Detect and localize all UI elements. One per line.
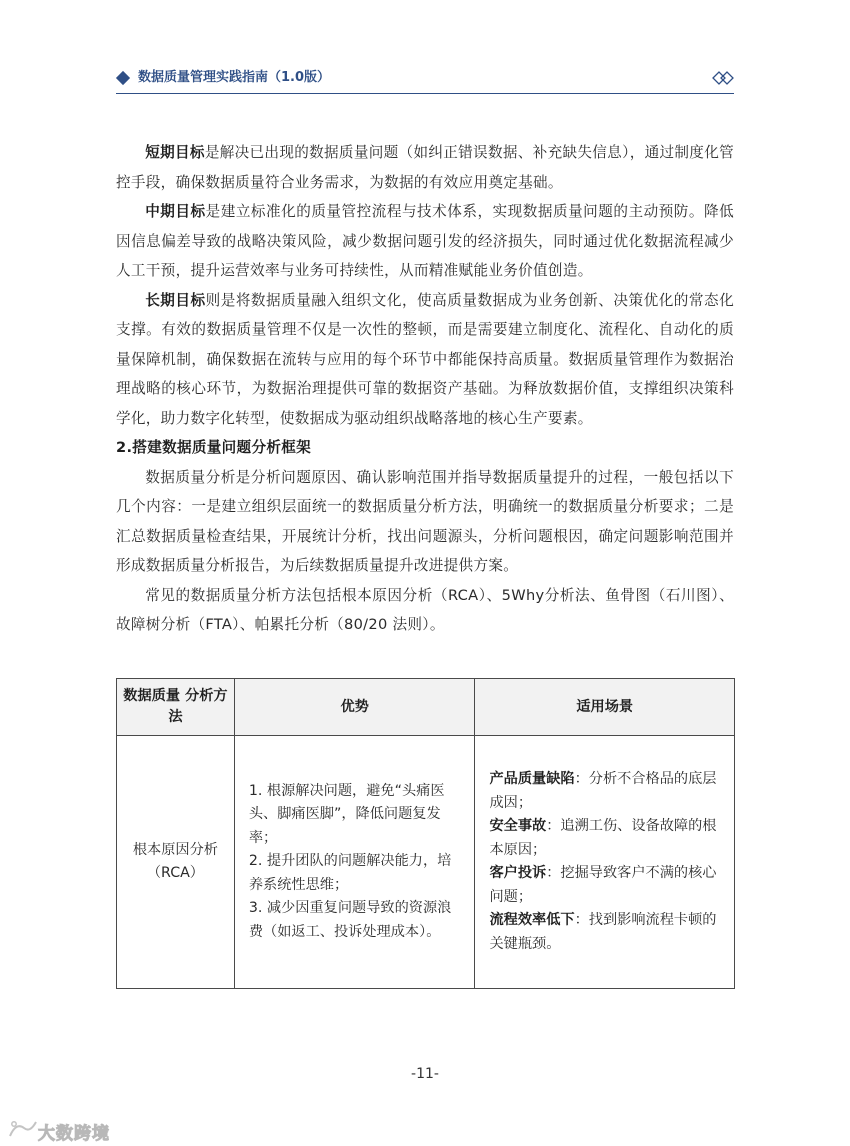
scenario-text: ：找到影响流程卡顿的关键瓶颈。 [489,912,717,952]
scenario-item [489,909,722,956]
mid-term-lead: 中期目标 [145,203,206,220]
analysis-methods-table [116,678,735,989]
section-heading: 2.搭建数据质量问题分析框架 [116,439,312,456]
scenario-item [489,768,722,815]
double-diamond-logo-icon [712,67,734,89]
body-content [116,138,734,640]
header-method-line1: 数据质量 [123,688,181,704]
paragraph-methods: 常见的数据质量分析方法包括根本原因分析（RCA）、5Why分析法、鱼骨图（石川图）、故障树分析（FTA）、帕累托分析（80/20 法则）。 [116,586,734,633]
table-header-row [117,679,735,736]
paragraph-short-term [116,138,734,197]
header-advantages: 优势 [234,679,475,736]
paragraph-mid-term [116,197,734,286]
header-divider [116,93,734,94]
scenario-text: ：分析不合格品的底层成因； [489,771,717,811]
scenario-label: 流程效率低下 [489,912,575,928]
cell-advantages [234,736,475,989]
long-term-text: 则是将数据质量融入组织文化，使高质量数据成为业务创新、决策优化的常态化支撑。有效的数据质量管理不仅是一次性的整顿，而是需要建立制度化、流程化、自动化的质量保障机制，确保数据在流转与应用的每个环节中都能保持高质量。数据质量管理作为数据治理战略的核心环节，为数据治理提供可靠的数据资产基础。为释放数据价值，支撑组织决策科学化，助力数字化转型，使数据成为驱动组织战略落地的核心生产要素。 [116,291,734,427]
table-row [117,736,735,989]
cell-method [117,736,235,989]
watermark-text: 大数跨境 [38,1124,110,1144]
page-header [116,66,734,94]
advantage-item: 1. 根源解决问题，避免“头痛医头、脚痛医脚”，降低问题复发率； [248,782,445,846]
scenario-text: ：挖掘导致客户不满的核心问题； [489,865,717,905]
advantage-item: 3. 减少因重复问题导致的资源浪费（如返工、投诉处理成本）。 [248,900,452,940]
advantage-item: 2. 提升团队的问题解决能力，培养系统性思维； [248,853,452,893]
cell-scenarios [475,736,735,989]
scenario-label: 产品质量缺陷 [489,771,575,787]
header-scenarios: 适用场景 [475,679,735,736]
mid-term-text: 是建立标准化的质量管控流程与技术体系，实现数据质量问题的主动预防。降低因信息偏差导致的战略决策风险，减少数据问题引发的经济损失，同时通过优化数据流程减少人工干预，提升运营效率与业务可持续性，从而精准赋能业务价值创造。 [116,203,734,279]
short-term-text: 是解决已出现的数据质量问题（如纠正错误数据、补充缺失信息），通过制度化管控手段，确保数据质量符合业务需求，为数据的有效应用奠定基础。 [116,144,734,191]
scenario-label: 安全事故 [489,818,547,834]
method-name-line1: 根本原因分析 [132,841,218,858]
header-method-line2: 分析方法 [168,688,228,725]
scenario-label: 客户投诉 [489,865,547,881]
method-name-line2: （RCA） [146,865,204,881]
diamond-bullet-icon [116,71,130,85]
header-method [117,679,235,736]
long-term-lead: 长期目标 [145,291,206,309]
short-term-lead: 短期目标 [145,144,205,161]
scenario-text: ：追溯工伤、设备故障的根本原因； [489,818,717,858]
document-title: 数据质量管理实践指南（1.0版） [138,70,331,85]
page-number: -11- [411,1066,439,1082]
paragraph-analysis: 数据质量分析是分析问题原因、确认影响范围并指导数据质量提升的过程，一般包括以下几个内容：一是建立组织层面统一的数据质量分析方法，明确统一的数据质量分析要求；二是汇总数据质量检查结果，开展统计分析，找出问题源头，分析问题根因，确定问题影响范围并形成数据质量分析报告，为后续数据质量提升改进提供方案。 [116,468,734,574]
scenario-item [489,862,722,909]
paragraph-long-term [116,286,734,434]
scenario-item [489,815,722,862]
